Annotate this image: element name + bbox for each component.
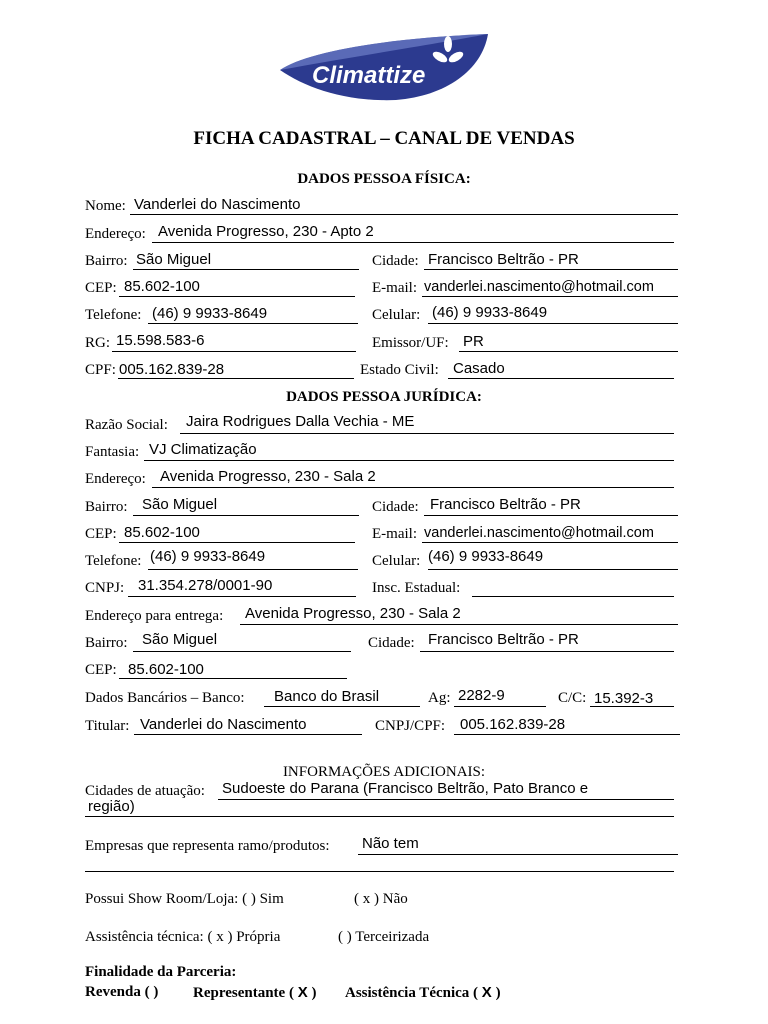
pf-nome-field[interactable]: Vanderlei do Nascimento: [134, 196, 301, 213]
pj-ag-field[interactable]: 2282-9: [458, 687, 505, 704]
pj-cep-label: CEP:: [85, 526, 117, 542]
info-assist-label[interactable]: Assistência técnica: ( x ) Própria: [85, 929, 281, 945]
pf-cpf-label: CPF:: [85, 362, 116, 378]
pf-cidade-label: Cidade:: [372, 253, 419, 269]
pf-estado-civil-field[interactable]: Casado: [453, 360, 505, 377]
pj-bairro-field[interactable]: São Miguel: [142, 496, 218, 513]
pj-cidade-field[interactable]: Francisco Beltrão - PR: [430, 496, 581, 513]
info-showroom-nao[interactable]: ( x ) Não: [354, 891, 408, 907]
logo-text: Climattize: [312, 62, 426, 89]
info-heading: INFORMAÇÕES ADICIONAIS:: [282, 764, 486, 780]
pf-endereco-field[interactable]: Avenida Progresso, 230 - Apto 2: [158, 223, 374, 240]
pj-cidade2-label: Cidade:: [368, 635, 415, 651]
info-cidades-field-2[interactable]: região): [88, 798, 135, 815]
info-assistencia-close: ): [495, 985, 501, 1001]
info-revenda[interactable]: Revenda ( ): [85, 984, 159, 1000]
pf-telefone-label: Telefone:: [85, 307, 142, 323]
climattize-logo: [276, 30, 492, 102]
info-representante-x: X: [297, 984, 308, 1001]
pf-email-field[interactable]: vanderlei.nascimento@hotmail.com: [424, 279, 654, 295]
pj-cc-label: C/C:: [558, 690, 587, 706]
pj-entrega-field[interactable]: Avenida Progresso, 230 - Sala 2: [245, 605, 461, 622]
pf-cep-field[interactable]: 85.602-100: [124, 278, 200, 295]
info-representante-label: Representante (: [193, 985, 294, 1001]
pf-rg-label: RG:: [85, 335, 111, 351]
info-showroom-label[interactable]: Possui Show Room/Loja: ( ) Sim: [85, 891, 284, 907]
pj-ag-label: Ag:: [428, 690, 451, 706]
pj-razao-label: Razão Social:: [85, 417, 168, 433]
pj-bairro-label: Bairro:: [85, 499, 128, 515]
pf-cep-label: CEP:: [85, 280, 117, 296]
info-assistencia-label: Assistência Técnica (: [345, 985, 479, 1001]
pf-telefone-field[interactable]: (46) 9 9933-8649: [152, 305, 268, 322]
info-empresas-field[interactable]: Não tem: [362, 835, 419, 852]
pj-email-label: E-mail:: [372, 526, 417, 542]
info-empresas-label: Empresas que representa ramo/produtos:: [85, 838, 330, 854]
info-representante-close: ): [311, 985, 317, 1001]
pj-heading: DADOS PESSOA JURÍDICA:: [286, 389, 482, 405]
pf-email-label: E-mail:: [372, 280, 417, 296]
pj-cep-field[interactable]: 85.602-100: [124, 524, 200, 541]
pf-emissor-label: Emissor/UF:: [372, 335, 449, 351]
pj-titular-field[interactable]: Vanderlei do Nascimento: [140, 716, 307, 733]
pj-telefone-field[interactable]: (46) 9 9933-8649: [150, 548, 266, 565]
pf-endereco-label: Endereço:: [85, 226, 146, 242]
pj-bairro2-label: Bairro:: [85, 635, 128, 651]
pj-entrega-label: Endereço para entrega:: [85, 608, 224, 624]
pj-celular-field[interactable]: (46) 9 9933-8649: [428, 548, 544, 565]
pj-insc-label: Insc. Estadual:: [372, 580, 461, 596]
pj-banco-label: Dados Bancários – Banco:: [85, 690, 245, 706]
pj-cnpjcpf-label: CNPJ/CPF:: [375, 718, 446, 734]
pf-bairro-field[interactable]: São Miguel: [136, 251, 212, 268]
pj-fantasia-field[interactable]: VJ Climatização: [149, 441, 257, 458]
pj-titular-label: Titular:: [85, 718, 130, 734]
pf-rg-field[interactable]: 15.598.583-6: [116, 332, 205, 349]
pj-cnpjcpf-field[interactable]: 005.162.839-28: [460, 716, 566, 733]
pj-cc-field[interactable]: 15.392-3: [594, 690, 654, 707]
info-assist-terc[interactable]: ( ) Terceirizada: [338, 929, 430, 945]
pj-cidade-label: Cidade:: [372, 499, 419, 515]
pf-celular-field[interactable]: (46) 9 9933-8649: [432, 304, 548, 321]
pf-celular-label: Celular:: [372, 307, 421, 323]
info-finalidade-label: Finalidade da Parceria:: [85, 964, 237, 980]
pf-bairro-label: Bairro:: [85, 253, 128, 269]
pf-cpf-field[interactable]: 005.162.839-28: [119, 361, 225, 378]
pj-fantasia-label: Fantasia:: [85, 444, 140, 460]
pj-cep2-field[interactable]: 85.602-100: [128, 661, 204, 678]
pf-estado-civil-label: Estado Civil:: [360, 362, 439, 378]
pj-endereco-label: Endereço:: [85, 471, 146, 487]
info-cidades-label: Cidades de atuação:: [85, 783, 205, 799]
pj-banco-field[interactable]: Banco do Brasil: [274, 688, 380, 705]
info-cidades-field[interactable]: Sudoeste do Parana (Francisco Beltrão, Pato Branco e: [222, 780, 589, 797]
info-assistencia[interactable]: [345, 984, 501, 1002]
page-title: FICHA CADASTRAL – CANAL DE VENDAS: [193, 128, 575, 149]
pf-nome-label: Nome:: [85, 198, 126, 214]
pf-cidade-field[interactable]: Francisco Beltrão - PR: [428, 251, 579, 268]
pj-cep2-label: CEP:: [85, 662, 117, 678]
pj-telefone-label: Telefone:: [85, 553, 142, 569]
pj-razao-field[interactable]: Jaira Rodrigues Dalla Vechia - ME: [186, 413, 415, 430]
pf-emissor-field[interactable]: PR: [463, 333, 484, 350]
pj-email-field[interactable]: vanderlei.nascimento@hotmail.com: [424, 525, 654, 541]
pj-cidade2-field[interactable]: Francisco Beltrão - PR: [428, 631, 579, 648]
pj-celular-label: Celular:: [372, 553, 421, 569]
pj-cnpj-label: CNPJ:: [85, 580, 125, 596]
info-assistencia-x: X: [481, 984, 492, 1001]
info-representante[interactable]: [193, 984, 316, 1002]
pf-heading: DADOS PESSOA FÍSICA:: [297, 171, 471, 187]
pj-cnpj-field[interactable]: 31.354.278/0001-90: [138, 577, 273, 594]
pj-endereco-field[interactable]: Avenida Progresso, 230 - Sala 2: [160, 468, 376, 485]
pj-bairro2-field[interactable]: São Miguel: [142, 631, 218, 648]
